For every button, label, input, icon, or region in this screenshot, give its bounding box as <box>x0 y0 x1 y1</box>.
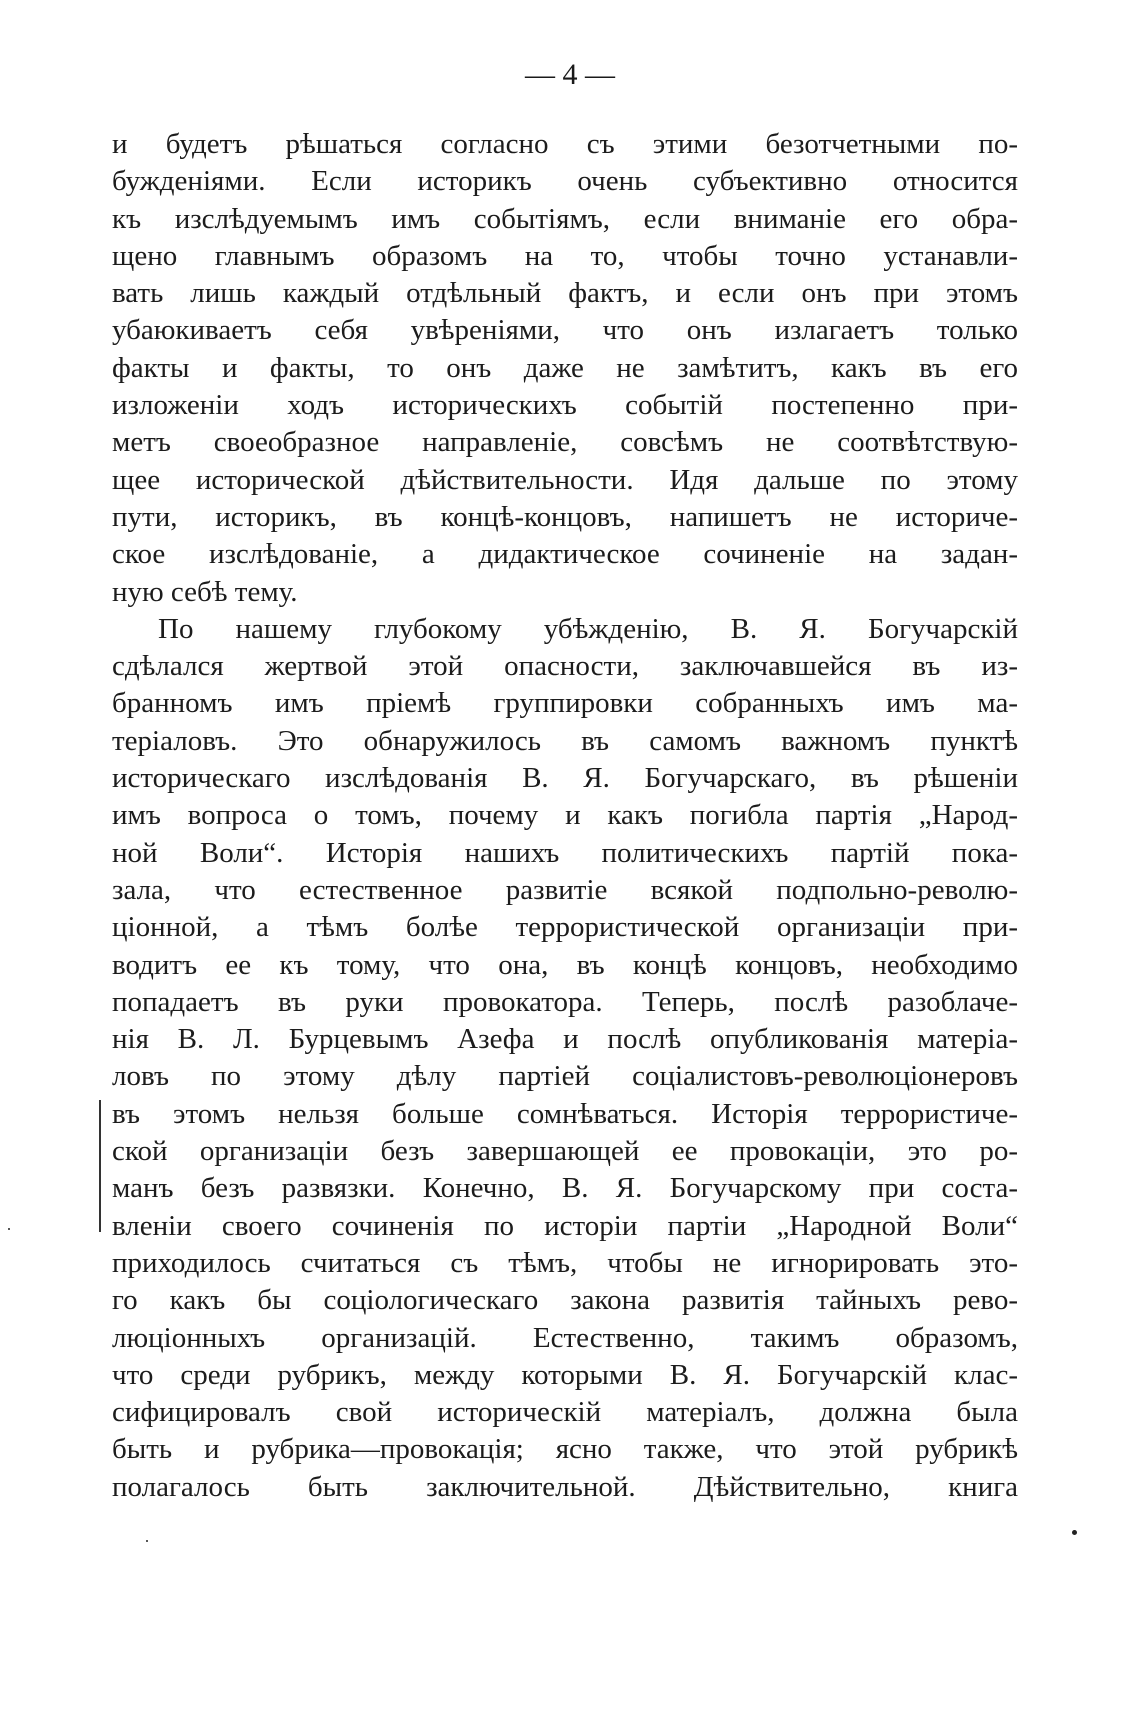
text-line: сифицировалъ свой историческій матеріалъ, должна была <box>112 1396 1018 1429</box>
scan-speck <box>8 1228 10 1230</box>
text-line: и будетъ рѣшаться согласно съ этими безотчетными по- <box>112 128 1018 160</box>
text-line: вленіи своего сочиненія по исторіи партіи „Народной Воли“ <box>112 1209 1018 1242</box>
text-line: водитъ ее къ тому, что она, въ концѣ концовъ, необходимо <box>112 948 1018 981</box>
text-line: попадаетъ въ руки провокатора. Теперь, послѣ разоблаче- <box>112 985 1018 1018</box>
text-line: щее исторической дѣйствительности. Идя дальше по этому <box>112 463 1018 496</box>
text-line: имъ вопроса о томъ, почему и какъ погибла партія „Народ- <box>112 799 1018 832</box>
text-line: факты и факты, то онъ даже не замѣтитъ, какъ въ его <box>112 351 1018 384</box>
text-line: нія В. Л. Бурцевымъ Азефа и послѣ опубликованія матеріа- <box>112 1023 1018 1056</box>
text-line: быть и рубрика—провокація; ясно также, что этой рубрикѣ <box>112 1433 1018 1466</box>
text-line: полагалось быть заключительной. Дѣйствительно, книга <box>112 1470 1018 1503</box>
text-line: манъ безъ развязки. Конечно, В. Я. Богучарскому при соста- <box>112 1172 1018 1205</box>
text-line: пути, историкъ, въ концѣ-концовъ, напишетъ не историче- <box>112 500 1018 533</box>
text-line: ціонной, а тѣмъ болѣе террористической организаціи при- <box>112 911 1018 944</box>
text-line: въ этомъ нельзя больше сомнѣваться. Исторія террористиче- <box>112 1097 1018 1130</box>
text-line: сдѣлался жертвой этой опасности, заключавшейся въ из- <box>112 650 1018 683</box>
text-line: По нашему глубокому убѣжденію, В. Я. Богучарскій <box>158 612 1018 645</box>
text-line: что среди рубрикъ, между которыми В. Я. Богучарскій клас- <box>112 1358 1018 1391</box>
page-number: — 4 — <box>525 58 615 91</box>
text-line: убаюкиваетъ себя увѣреніями, что онъ излагаетъ только <box>112 314 1018 347</box>
text-line: къ изслѣдуемымъ имъ событіямъ, если вниманіе его обра- <box>112 202 1018 235</box>
text-line: люціонныхъ организацій. Естественно, такимъ образомъ, <box>112 1321 1018 1354</box>
text-line: щено главнымъ образомъ на то, чтобы точно устанавли- <box>112 239 1018 272</box>
scan-speck <box>146 1540 148 1542</box>
text-line: теріаловъ. Это обнаружилось въ самомъ важномъ пунктѣ <box>112 724 1018 757</box>
text-line: метъ своеобразное направленіе, совсѣмъ не соотвѣтствую- <box>112 426 1018 459</box>
body-text <box>112 126 1018 1506</box>
text-line: бранномъ имъ пріемѣ группировки собранныхъ имъ ма- <box>112 687 1018 720</box>
margin-bracket-mark <box>99 1100 101 1232</box>
text-line: ную себѣ тему. <box>112 575 298 608</box>
text-line: вать лишь каждый отдѣльный фактъ, и если онъ при этомъ <box>112 277 1018 310</box>
text-line: ское изслѣдованіе, а дидактическое сочиненіе на задан- <box>112 538 1018 571</box>
text-line: ловъ по этому дѣлу партіей соціалистовъ-революціонеровъ <box>112 1060 1018 1093</box>
text-line: историческаго изслѣдованія В. Я. Богучарскаго, въ рѣшеніи <box>112 762 1018 795</box>
text-line: зала, что естественное развитіе всякой подпольно-револю- <box>112 873 1018 906</box>
text-line: бужденіями. Если историкъ очень субъективно относится <box>112 165 1018 198</box>
text-line: ской организаціи безъ завершающей ее провокаціи, это ро- <box>112 1135 1018 1168</box>
text-line: ной Воли“. Исторія нашихъ политическихъ партій пока- <box>112 836 1018 869</box>
scan-speck <box>1072 1530 1077 1535</box>
text-line: изложеніи ходъ историческихъ событій постепенно при- <box>112 389 1018 422</box>
text-line: го какъ бы соціологическаго закона развитія тайныхъ рево- <box>112 1284 1018 1317</box>
text-line: приходилось считаться съ тѣмъ, чтобы не игнорировать это- <box>112 1246 1018 1279</box>
